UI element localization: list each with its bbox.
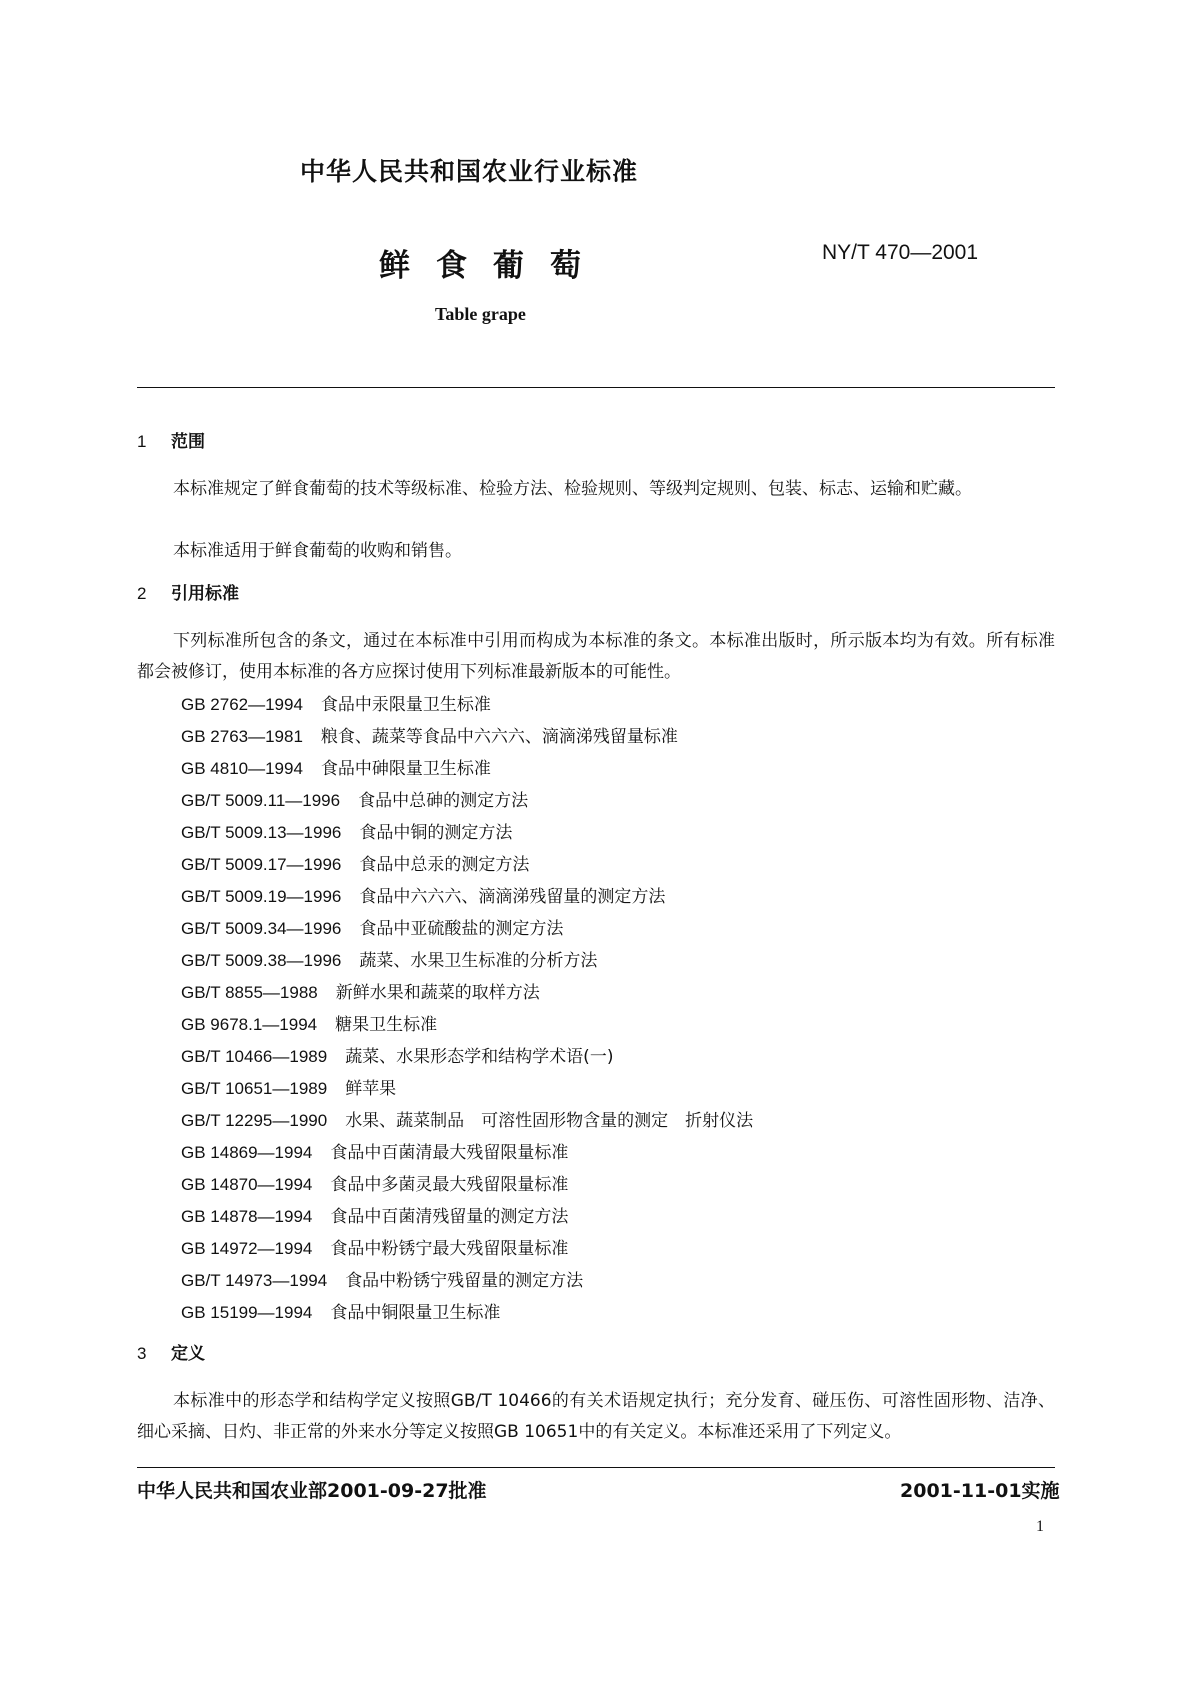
- reference-title: 食品中粉锈宁残留量的测定方法: [345, 1271, 584, 1291]
- section-1-paragraph-2: 本标准适用于鲜食葡萄的收购和销售。: [173, 541, 462, 561]
- section-number: 3: [137, 1344, 147, 1363]
- reference-code: GB 14870—1994: [181, 1175, 313, 1194]
- section-3-paragraph-1: 本标准中的形态学和结构学定义按照GB/T 10466的有关术语规定执行；充分发育、碰压伤、可溶性固形物、洁净、细心采摘、日灼、非正常的外来水分等定义按照GB 10651中的有关定义。本标准还采用了下列定义。: [137, 1391, 1055, 1442]
- reference-code: GB/T 12295—1990: [181, 1111, 328, 1130]
- reference-title: 食品中铜的测定方法: [359, 823, 513, 843]
- standard-code: NY/T 470—2001: [822, 241, 979, 264]
- section-1-heading: [137, 427, 205, 452]
- reference-item: [181, 1009, 437, 1041]
- reference-title: 新鲜水果和蔬菜的取样方法: [335, 983, 540, 1003]
- reference-item: [181, 785, 528, 817]
- reference-code: GB/T 5009.13—1996: [181, 823, 342, 842]
- section-title: 范围: [171, 432, 205, 452]
- reference-code: GB/T 10466—1989: [181, 1047, 328, 1066]
- reference-title: 鲜苹果: [345, 1079, 397, 1099]
- reference-title: 食品中粉锈宁最大残留限量标准: [330, 1239, 569, 1259]
- reference-code: GB/T 10651—1989: [181, 1079, 328, 1098]
- reference-item: [181, 753, 491, 785]
- reference-code: GB 14869—1994: [181, 1143, 313, 1162]
- reference-item: [181, 1201, 568, 1233]
- reference-code: GB/T 5009.11—1996: [181, 791, 341, 810]
- page-number: 1: [1036, 1518, 1044, 1535]
- reference-title: 蔬菜、水果形态学和结构学术语(一): [345, 1047, 614, 1067]
- reference-item: [181, 1073, 396, 1105]
- reference-title: 食品中百菌清最大残留限量标准: [330, 1143, 569, 1163]
- approval-text: 中华人民共和国农业部2001-09-27批准: [137, 1480, 487, 1502]
- reference-title: 食品中百菌清残留量的测定方法: [330, 1207, 569, 1227]
- footer-divider: [137, 1467, 1055, 1468]
- reference-item: [181, 1041, 613, 1073]
- section-2-heading: [137, 579, 239, 604]
- reference-code: GB/T 5009.38—1996: [181, 951, 342, 970]
- section-2-paragraph-1: 下列标准所包含的条文，通过在本标准中引用而构成为本标准的条文。本标准出版时，所示版本均为有效。所有标准都会被修订，使用本标准的各方应探讨使用下列标准最新版本的可能性。: [137, 631, 1055, 682]
- reference-item: [181, 721, 678, 753]
- section-3-heading: [137, 1339, 205, 1364]
- section-number: 1: [137, 432, 147, 451]
- reference-item: [181, 945, 597, 977]
- reference-title: 食品中多菌灵最大残留限量标准: [330, 1175, 569, 1195]
- reference-item: [181, 1169, 568, 1201]
- reference-title: 糖果卫生标准: [335, 1015, 438, 1035]
- reference-title: 粮食、蔬菜等食品中六六六、滴滴涕残留量标准: [320, 727, 678, 747]
- reference-item: [181, 1265, 583, 1297]
- reference-title: 食品中总汞的测定方法: [359, 855, 530, 875]
- reference-code: GB 9678.1—1994: [181, 1015, 318, 1034]
- reference-item: [181, 689, 491, 721]
- reference-code: GB/T 5009.34—1996: [181, 919, 342, 938]
- reference-title: 食品中总砷的测定方法: [358, 791, 529, 811]
- reference-item: [181, 1233, 568, 1265]
- section-number: 2: [137, 584, 147, 603]
- reference-item: [181, 1297, 500, 1329]
- reference-title: 食品中亚硫酸盐的测定方法: [359, 919, 564, 939]
- reference-code: GB/T 5009.19—1996: [181, 887, 342, 906]
- reference-title: 食品中砷限量卫生标准: [320, 759, 491, 779]
- reference-item: [181, 977, 540, 1009]
- reference-item: [181, 1137, 568, 1169]
- reference-code: GB/T 14973—1994: [181, 1271, 328, 1290]
- reference-code: GB 15199—1994: [181, 1303, 313, 1322]
- section-title: 引用标准: [171, 584, 239, 604]
- reference-code: GB 2762—1994: [181, 695, 303, 714]
- reference-item: [181, 1105, 753, 1137]
- reference-title: 食品中铜限量卫生标准: [330, 1303, 501, 1323]
- reference-item: [181, 913, 563, 945]
- english-title: Table grape: [435, 304, 526, 324]
- reference-code: GB 14972—1994: [181, 1239, 313, 1258]
- standard-series-title: 中华人民共和国农业行业标准: [300, 157, 639, 186]
- reference-code: GB 14878—1994: [181, 1207, 313, 1226]
- header-divider: [137, 387, 1055, 388]
- section-title: 定义: [171, 1344, 205, 1364]
- reference-title: 水果、蔬菜制品 可溶性固形物含量的测定 折射仪法: [345, 1111, 754, 1131]
- reference-code: GB/T 8855—1988: [181, 983, 318, 1002]
- reference-title: 蔬菜、水果卫生标准的分析方法: [359, 951, 598, 971]
- reference-item: [181, 817, 512, 849]
- reference-item: [181, 849, 529, 881]
- implementation-date: 2001-11-01实施: [900, 1480, 1060, 1502]
- reference-item: [181, 881, 665, 913]
- reference-code: GB/T 5009.17—1996: [181, 855, 342, 874]
- reference-title: 食品中汞限量卫生标准: [320, 695, 491, 715]
- reference-title: 食品中六六六、滴滴涕残留量的测定方法: [359, 887, 666, 907]
- section-1-paragraph-1: 本标准规定了鲜食葡萄的技术等级标准、检验方法、检验规则、等级判定规则、包装、标志、运输和贮藏。: [173, 479, 972, 499]
- reference-code: GB 2763—1981: [181, 727, 303, 746]
- document-title: 鲜食葡萄: [379, 248, 607, 284]
- reference-code: GB 4810—1994: [181, 759, 303, 778]
